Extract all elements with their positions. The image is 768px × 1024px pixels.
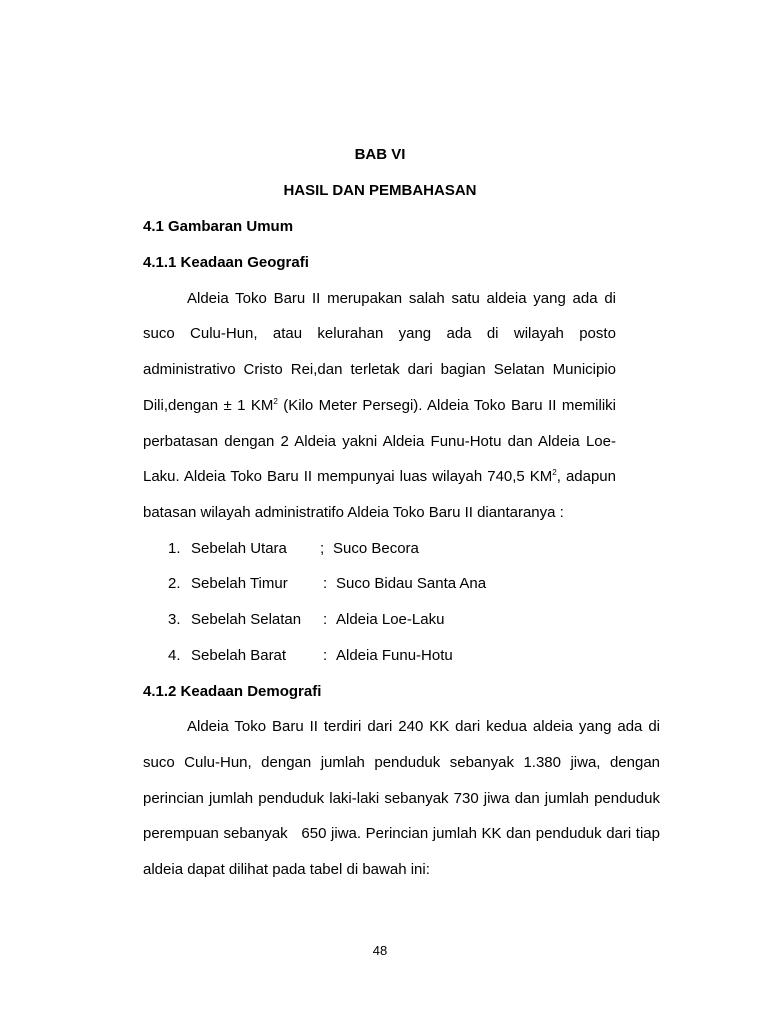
para1-word: yang: [398, 325, 432, 342]
superscript-2: 2: [552, 468, 557, 477]
list-separator: ;: [320, 540, 325, 557]
page-number: 48: [372, 943, 388, 958]
para1-line-1: [187, 290, 616, 307]
para2-line-1: Aldeia Toko Baru II terdiri dari 240 KK dari kedua aldeia yang ada di: [187, 718, 660, 735]
para1-word: atau: [272, 325, 303, 342]
list-value: Aldeia Loe-Laku: [336, 611, 445, 628]
para1-line-3: administrativo Cristo Rei,dan terletak dari bagian Selatan Municipio: [143, 361, 616, 378]
section-heading-4-1: 4.1 Gambaran Umum: [143, 218, 294, 235]
para2-line-3: perincian jumlah penduduk laki-laki sebanyak 730 jiwa dan jumlah penduduk: [143, 790, 660, 807]
list-separator: :: [323, 611, 328, 628]
para1-word: posto: [579, 325, 616, 342]
para1-line-6: [143, 468, 616, 485]
para1-word: suco: [143, 325, 175, 342]
list-separator: :: [323, 575, 328, 592]
para1-line-2: [143, 325, 616, 342]
para1-line-4a: Dili,dengan ± 1 KM: [143, 397, 274, 414]
list-number: 4.: [168, 647, 181, 664]
list-label: Sebelah Selatan: [191, 611, 302, 628]
superscript-2: 2: [273, 397, 278, 406]
para2-line-5: aldeia dapat dilihat pada tabel di bawah ini:: [143, 861, 430, 878]
para2-line-2: suco Culu-Hun, dengan jumlah penduduk sebanyak 1.380 jiwa, dengan: [143, 754, 660, 771]
list-label: Sebelah Utara: [191, 540, 287, 557]
para1-word: di: [486, 325, 499, 342]
list-separator: :: [323, 647, 328, 664]
para1-word: kelurahan: [317, 325, 384, 342]
para1-word: wilayah: [513, 325, 564, 342]
chapter-number: BAB VI: [354, 146, 406, 163]
list-value: Aldeia Funu-Hotu: [336, 647, 453, 664]
para1-line-6b: , adapun: [556, 468, 616, 485]
list-number: 1.: [168, 540, 181, 557]
list-label: Sebelah Barat: [191, 647, 287, 664]
para1-word: ada: [446, 325, 472, 342]
list-number: 2.: [168, 575, 181, 592]
para1-line-1-text: Aldeia Toko Baru II merupakan salah satu aldeia yang ada di: [187, 290, 616, 307]
section-heading-4-1-2: 4.1.2 Keadaan Demografi: [143, 683, 322, 700]
para1-word: Culu-Hun,: [190, 325, 258, 342]
section-heading-4-1-1: 4.1.1 Keadaan Geografi: [143, 254, 309, 271]
list-number: 3.: [168, 611, 181, 628]
para1-line-7: batasan wilayah administratifo Aldeia Toko Baru II diantaranya :: [143, 504, 564, 521]
para1-line-4: [143, 397, 616, 414]
list-value: Suco Becora: [333, 540, 419, 557]
para2-line-4: perempuan sebanyak 650 jiwa. Perincian jumlah KK dan penduduk dari tiap: [143, 825, 660, 842]
para1-line-5: perbatasan dengan 2 Aldeia yakni Aldeia Funu-Hotu dan Aldeia Loe-: [143, 433, 616, 450]
para1-line-4b: (Kilo Meter Persegi). Aldeia Toko Baru II memiliki: [277, 397, 616, 414]
list-value: Suco Bidau Santa Ana: [336, 575, 487, 592]
para1-line-6a: Laku. Aldeia Toko Baru II mempunyai luas wilayah 740,5 KM: [143, 468, 553, 485]
list-label: Sebelah Timur: [191, 575, 288, 592]
chapter-title: HASIL DAN PEMBAHASAN: [283, 182, 477, 199]
